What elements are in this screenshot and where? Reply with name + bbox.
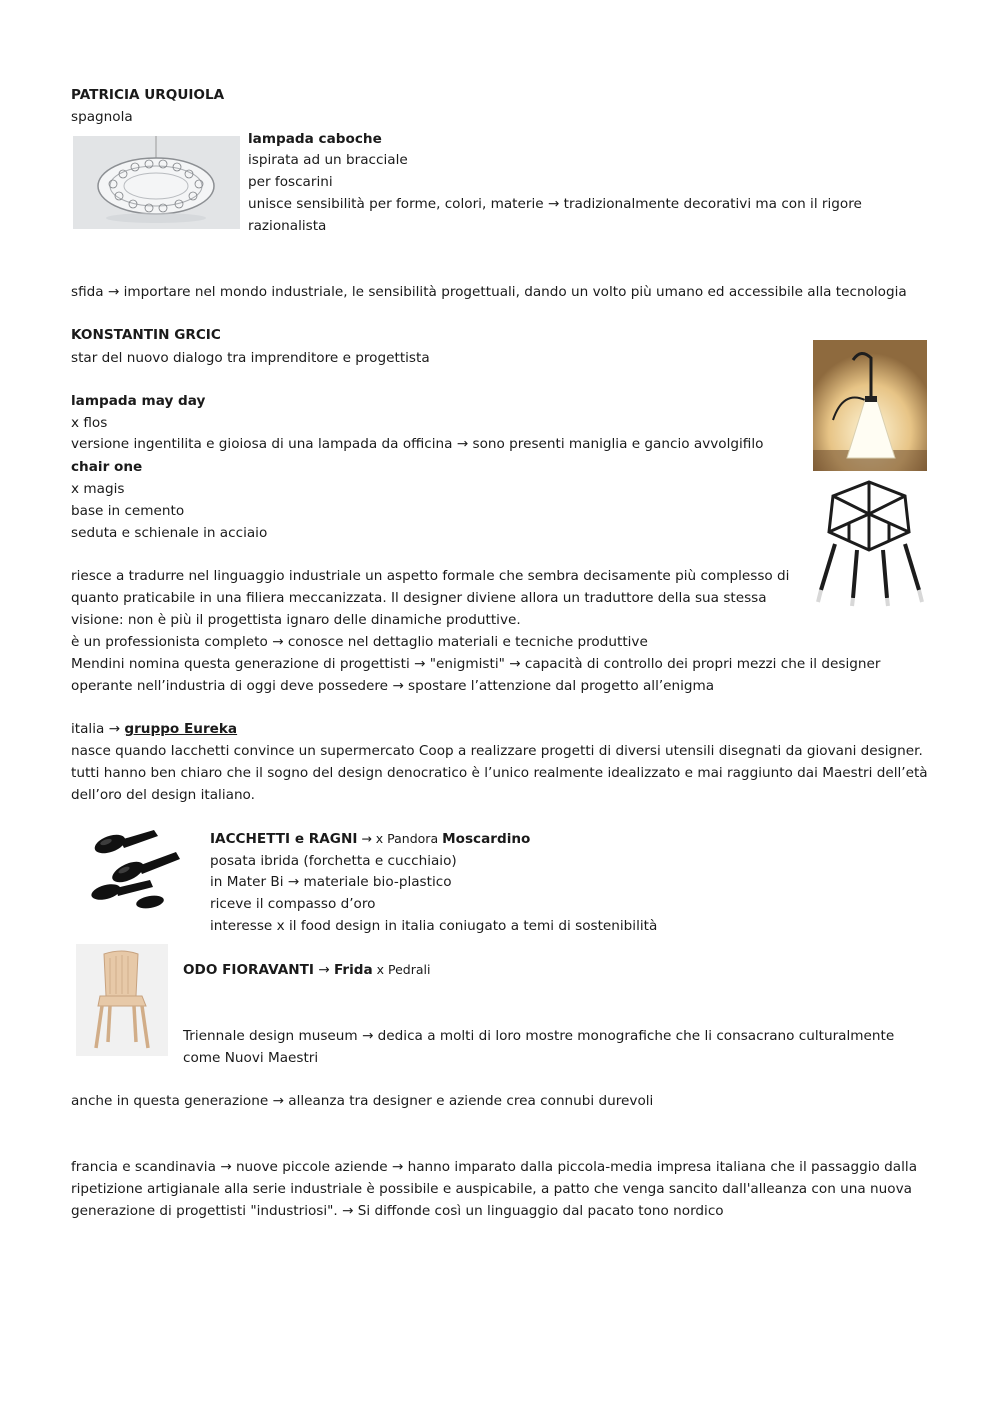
caboche-line-3: unisce sensibilità per forme, colori, materie → tradizionalmente decorativi ma con il rigore — [248, 196, 862, 212]
grcic-paragraph-3: visione: non è più il progettista ignaro delle dinamiche produttive. — [71, 612, 521, 628]
designer-name-grcic: KONSTANTIN GRCIC — [71, 327, 221, 343]
caboche-title: lampada caboche — [248, 131, 382, 147]
grcic-paragraph-2: quanto praticabile in una filiera meccanizzata. Il designer diviene allora un traduttore della sua stessa — [71, 590, 767, 606]
iacchetti-arrow-text: → x Pandora — [357, 831, 443, 846]
fioravanti-name: ODO FIORAVANTI — [183, 962, 314, 978]
grcic-paragraph-1: riesce a tradurre nel linguaggio industriale un aspetto formale che sembra decisamente più complesso di — [71, 568, 790, 584]
iacchetti-line-2: in Mater Bi → materiale bio-plastico — [210, 874, 452, 890]
iacchetti-line-1: posata ibrida (forchetta e cucchiaio) — [210, 853, 457, 869]
chair-one-image — [813, 478, 927, 608]
chair-line-1: x magis — [71, 481, 125, 497]
iacchetti-heading — [210, 828, 530, 850]
mayday-line-2: versione ingentilita e gioiosa di una lampada da officina → sono presenti maniglia e gancio avvolgifilo — [71, 436, 764, 452]
alliance-text: anche in questa generazione → alleanza tra designer e aziende crea connubi durevoli — [71, 1093, 654, 1109]
iacchetti-line-4: interesse x il food design in italia coniugato a temi di sostenibilità — [210, 918, 658, 934]
caboche-lamp-image — [73, 136, 240, 229]
challenge-text: sfida → importare nel mondo industriale, le sensibilità progettuali, dando un volto più umano ed accessibile alla tecnologia — [71, 284, 907, 300]
frida-producer: x Pedrali — [372, 962, 431, 977]
mayday-title: lampada may day — [71, 393, 206, 409]
gruppo-eureka-link[interactable]: gruppo Eureka — [124, 721, 238, 737]
moscardino-title: Moscardino — [442, 831, 531, 847]
fioravanti-heading — [183, 959, 430, 981]
caboche-line-2: per foscarini — [248, 174, 333, 190]
caboche-line-4: razionalista — [248, 218, 327, 234]
moscardino-image — [80, 822, 188, 917]
italia-line-2: tutti hanno ben chiaro che il sogno del design denocratico è l’unico realmente idealizzato e mai raggiunto dai Maestri dell’età — [71, 765, 928, 781]
caboche-line-1: ispirata ad un bracciale — [248, 152, 408, 168]
fioravanti-arrow: → — [313, 962, 334, 978]
triennale-line-2: come Nuovi Maestri — [183, 1050, 319, 1066]
designer-name-urquiola: PATRICIA URQUIOLA — [71, 87, 225, 103]
italia-prefix: italia → — [71, 721, 125, 737]
grcic-paragraph-5: Mendini nomina questa generazione di progettisti → "enigmisti" → capacità di controllo dei propri mezzi che il designer — [71, 656, 881, 672]
grcic-paragraph-6: operante nell’industria di oggi deve possedere → spostare l’attenzione dal progetto all’enigma — [71, 678, 715, 694]
frida-title: Frida — [333, 962, 373, 978]
francia-line-2: ripetizione artigianale alla serie industriale è possibile e auspicabile, a patto che venga sancito dall'alleanza con una nuova — [71, 1181, 912, 1197]
grcic-paragraph-4: è un professionista completo → conosce nel dettaglio materiali e tecniche produttive — [71, 634, 648, 650]
mayday-lamp-image — [813, 340, 927, 471]
italia-line-1: nasce quando Iacchetti convince un supermercato Coop a realizzare progetti di diversi utensili disegnati da giovani designer. — [71, 743, 923, 759]
iacchetti-names: IACCHETTI e RAGNI — [210, 831, 358, 847]
chair-line-3: seduta e schienale in acciaio — [71, 525, 268, 541]
francia-line-3: generazione di progettisti "industriosi". → Si diffonde così un linguaggio dal pacato tono nordico — [71, 1203, 724, 1219]
triennale-line-1: Triennale design museum → dedica a molti di loro mostre monografiche che li consacrano culturalmente — [183, 1028, 895, 1044]
francia-line-1: francia e scandinavia → nuove piccole aziende → hanno imparato dalla piccola-media impresa italiana che il passaggio dalla — [71, 1159, 918, 1175]
frida-chair-image — [76, 944, 168, 1056]
iacchetti-line-3: riceve il compasso d’oro — [210, 896, 376, 912]
chair-line-2: base in cemento — [71, 503, 185, 519]
grcic-subtitle: star del nuovo dialogo tra imprenditore e progettista — [71, 350, 430, 366]
chair-one-title: chair one — [71, 459, 143, 475]
mayday-line-1: x flos — [71, 415, 108, 431]
italia-line-3: dell’oro del design italiano. — [71, 787, 255, 803]
italia-heading — [71, 718, 237, 740]
nationality: spagnola — [71, 109, 133, 125]
